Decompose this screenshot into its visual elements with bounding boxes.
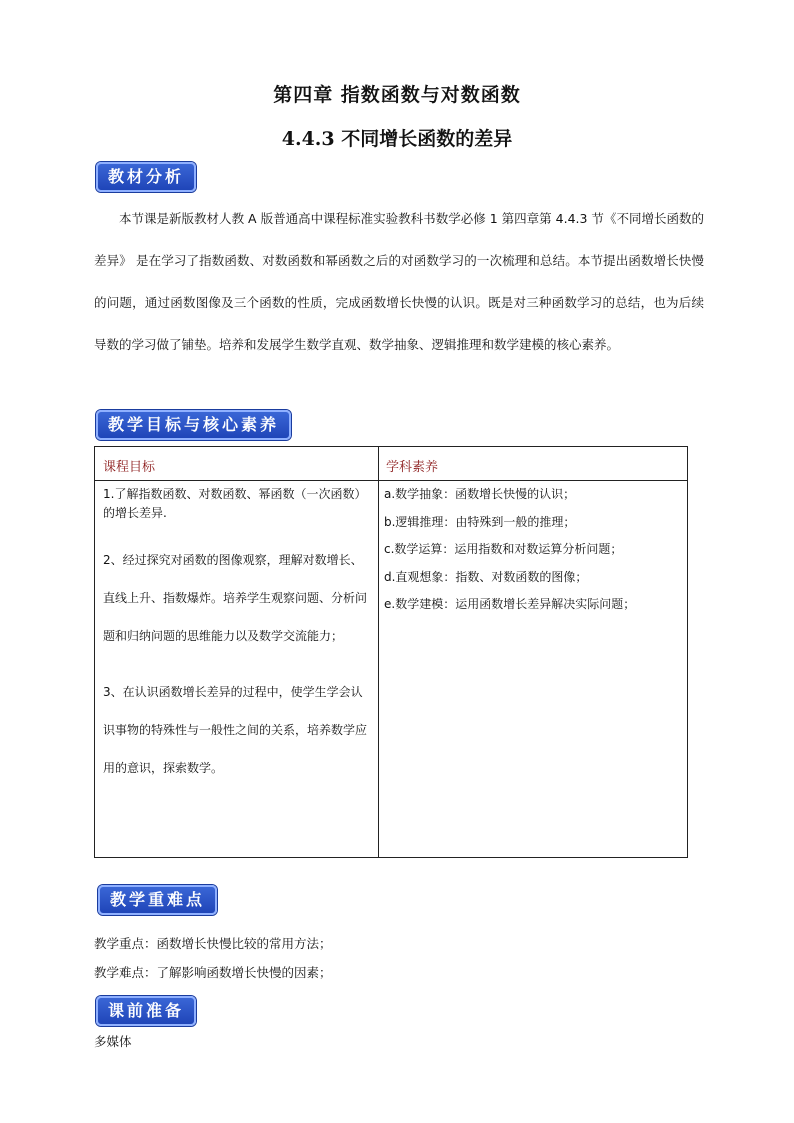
- goal-item: 3、在认识函数增长差异的过程中，使学生学会认识事物的特殊性与一般性之间的关系，培养数学应用的意识，探索数学。: [103, 685, 368, 775]
- preparation-text: 多媒体: [94, 1034, 132, 1049]
- goals-column: [103, 485, 373, 787]
- analysis-paragraph: 本节课是新版教材人教 A 版普通高中课程标准实验教科书数学必修 1 第四章第 4.4.3 节《不同增长函数的差异》 是在学习了指数函数、对数函数和幂函数之后的对函数学习的一次梳理和总结。本节提出函数增长快慢的问题，通过函数图像及三个函数的性质，完成函数增长快慢的认识。既是对三种函数学习的总结，也为后续导数的学习做了铺垫。培养和发展学生数学直观、数学抽象、逻辑推理和数学建模的核心素养。: [94, 211, 704, 352]
- section-title: 4.4.3 不同增长函数的差异: [281, 128, 513, 150]
- goal-item: 2、经过探究对函数的图像观察，理解对数增长、直线上升、指数爆炸。培养学生观察问题、分析问题和归纳问题的思维能力以及数学交流能力；: [103, 553, 368, 643]
- goal-item: 1.了解指数函数、对数函数、幂函数（一次函数）的增长差异.: [103, 487, 367, 520]
- teaching-focus: 教学重点：函数增长快慢比较的常用方法；: [94, 936, 332, 951]
- literacy-item: e.数学建模：运用函数增长差异解决实际问题；: [384, 597, 636, 611]
- heading-preparation: 课前准备: [96, 996, 196, 1026]
- literacy-item: c.数学运算：运用指数和对数运算分析问题；: [384, 542, 623, 556]
- heading-key-points: 教学重难点: [98, 885, 217, 915]
- chapter-title: 第四章 指数函数与对数函数: [273, 84, 521, 106]
- table-header-goals: 课程目标: [103, 460, 156, 475]
- heading-analysis: 教材分析: [96, 162, 196, 192]
- literacy-item: a.数学抽象：函数增长快慢的认识；: [384, 487, 576, 501]
- table-header-literacy: 学科素养: [386, 460, 439, 475]
- teaching-difficulty: 教学难点：了解影响函数增长快慢的因素；: [94, 965, 332, 980]
- objectives-table: [94, 446, 688, 858]
- table-divider: [378, 447, 379, 857]
- literacy-item: b.逻辑推理：由特殊到一般的推理；: [384, 514, 576, 529]
- literacy-item: d.直观想象：指数、对数函数的图像；: [384, 569, 588, 584]
- literacy-column: [384, 481, 684, 619]
- heading-objectives: 教学目标与核心素养: [96, 410, 291, 440]
